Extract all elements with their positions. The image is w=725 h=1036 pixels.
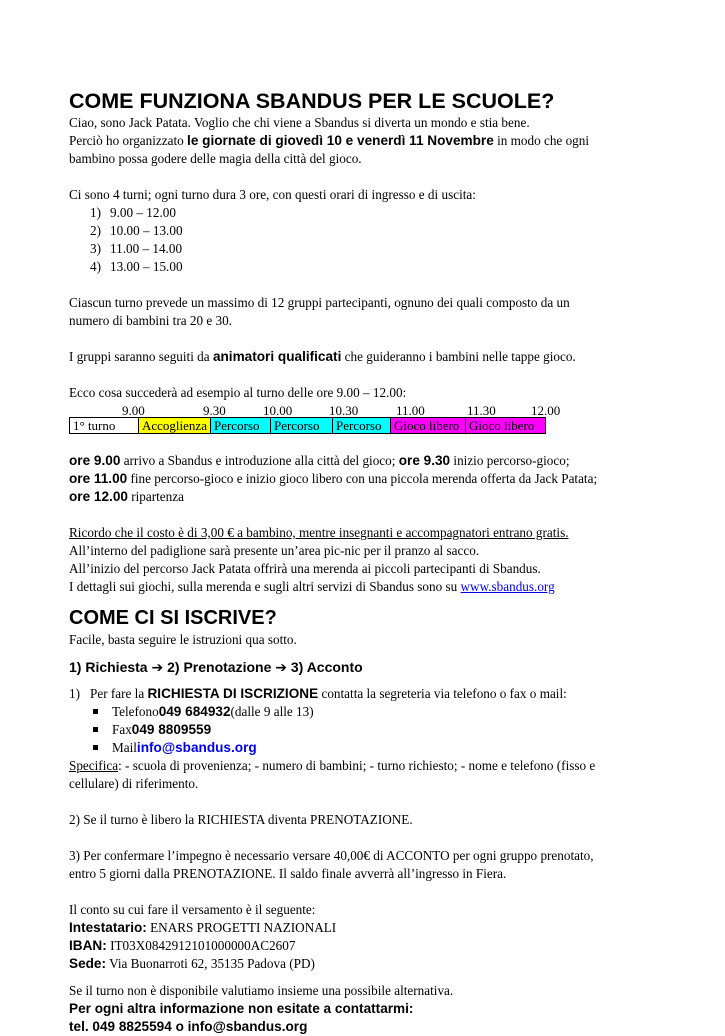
contact-fax xyxy=(93,721,659,739)
schedule-time: 9.00 xyxy=(122,403,145,418)
schedule-cell-turno: 1° turno xyxy=(70,418,139,434)
gruppi-line-2: numero di bambini tra 20 e 30. xyxy=(69,313,232,328)
conto-iban xyxy=(69,937,659,955)
bullet-square-icon xyxy=(93,745,98,750)
phone-note: (dalle 9 alle 13) xyxy=(230,704,314,719)
schedule-time: 12.00 xyxy=(531,403,561,418)
time-label: ore 12.00 xyxy=(69,489,128,504)
contact-label: Fax xyxy=(112,722,132,737)
dettagli-text xyxy=(69,578,659,596)
iban-label: IBAN: xyxy=(69,938,107,953)
email-link[interactable]: info@sbandus.org xyxy=(136,740,257,755)
turno-number: 1) xyxy=(90,205,101,220)
merenda-text: All’inizio del percorso Jack Patata offrirà una merenda ai piccoli partecipanti di Sbandus. xyxy=(69,561,541,576)
schedule-time: 10.30 xyxy=(329,403,359,418)
intestatario-value: ENARS PROGETTI NAZIONALI xyxy=(146,920,337,935)
richiesta-text xyxy=(90,685,567,703)
section-title-iscrizione: COME CI SI ISCRIVE? xyxy=(69,607,277,629)
step-label: 1) Richiesta xyxy=(69,659,148,675)
richiesta-item xyxy=(69,685,659,703)
turno-item xyxy=(90,258,659,276)
schedule-time: 11.00 xyxy=(396,403,425,418)
iscrizione-steps xyxy=(69,658,659,676)
schedule-cell-gioco-libero: Gioco libero xyxy=(465,418,545,434)
intestatario-label: Intestatario: xyxy=(69,920,147,935)
specifica-line-1 xyxy=(69,757,659,775)
turno-time: 13.00 – 15.00 xyxy=(110,259,183,274)
schedule-cell-gioco-libero: Gioco libero xyxy=(390,418,465,434)
richiesta-post: contatta la segreteria via telefono o fax o mail: xyxy=(318,686,567,701)
animatori-pre: I gruppi saranno seguiti da xyxy=(69,349,213,364)
schedule-cell-accoglienza: Accoglienza xyxy=(139,418,211,434)
esempio-text: Ecco cosa succederà ad esempio al turno delle ore 9.00 – 12.00: xyxy=(69,385,407,400)
turni-intro: Ci sono 4 turni; ogni turno dura 3 ore, con questi orari di ingresso e di uscita: xyxy=(69,187,476,202)
sede-value: Via Buonarroti 62, 35135 Padova (PD) xyxy=(106,956,315,971)
time-label: ore 9.00 xyxy=(69,453,121,468)
chiusura-line-2: Per ogni altra informazione non esitate a contattarmi: xyxy=(69,1001,414,1016)
page-title: COME FUNZIONA SBANDUS PER LE SCUOLE? xyxy=(69,89,555,113)
costo-text: Ricordo che il costo è di 3,00 € a bambino, mentre insegnanti e accompagnatori entrano gratis. xyxy=(69,525,569,540)
arrow-right-icon: ➔ xyxy=(151,659,164,675)
conto-intro: Il conto su cui fare il versamento è il seguente: xyxy=(69,902,316,917)
iban-value: IT03X0842912101000000AC2607 xyxy=(106,938,296,953)
phone-number[interactable]: 049 684932 xyxy=(158,704,231,719)
step-label: 2) Prenotazione xyxy=(167,659,272,675)
time-label: ore 9.30 xyxy=(398,453,451,468)
iscrizione-sub: Facile, basta seguire le istruzioni qua sotto. xyxy=(69,632,297,647)
turno-item xyxy=(90,204,659,222)
turno-number: 3) xyxy=(90,241,101,256)
prenotazione-text: 2) Se il turno è libero la RICHIESTA diventa PRENOTAZIONE. xyxy=(69,812,413,827)
conto-intestatario xyxy=(69,919,659,937)
dettaglio-text: arrivo a Sbandus e introduzione alla città del gioco; xyxy=(120,453,399,468)
dettaglio-line-3 xyxy=(69,488,659,506)
specifica-label: Specifica xyxy=(69,758,119,773)
contact-list xyxy=(69,703,659,757)
richiesta-bold: RICHIESTA DI ISCRIZIONE xyxy=(147,686,319,701)
turni-list xyxy=(69,204,659,276)
contact-phone xyxy=(93,703,659,721)
dettaglio-line-1 xyxy=(69,452,659,470)
turno-number: 4) xyxy=(90,259,101,274)
turno-number: 2) xyxy=(90,223,101,238)
richiesta-number: 1) xyxy=(69,686,80,701)
dettaglio-text: ripartenza xyxy=(127,489,184,504)
bullet-square-icon xyxy=(93,727,98,732)
document-page xyxy=(69,88,659,1036)
animatori-post: che guideranno i bambini nelle tappe gioco. xyxy=(341,349,576,364)
turno-item xyxy=(90,222,659,240)
sede-label: Sede: xyxy=(69,956,107,971)
schedule-time: 11.30 xyxy=(467,403,496,418)
schedule-cell-percorso: Percorso xyxy=(210,418,270,434)
conto-sede xyxy=(69,955,659,973)
specifica-text: : - scuola di provenienza; - numero di bambini; - turno richiesto; - nome e telefono (fisso e xyxy=(118,758,596,773)
turno-time: 9.00 – 12.00 xyxy=(110,205,176,220)
intro-line-2 xyxy=(69,132,659,150)
schedule-time-labels xyxy=(69,402,659,417)
richiesta-pre: Per fare la xyxy=(90,686,148,701)
bullet-square-icon xyxy=(93,709,98,714)
animatori-bold: animatori qualificati xyxy=(212,349,342,364)
turno-item xyxy=(90,240,659,258)
intro-line-1: Ciao, sono Jack Patata. Voglio che chi viene a Sbandus si diverta un mondo e stia bene. xyxy=(69,115,530,130)
intro-line-2-pre: Perciò ho organizzato xyxy=(69,133,188,148)
turno-time: 10.00 – 13.00 xyxy=(110,223,183,238)
chiusura-line-1: Se il turno non è disponibile valutiamo insieme una possibile alternativa. xyxy=(69,983,454,998)
time-label: ore 11.00 xyxy=(69,471,128,486)
animatori-text xyxy=(69,348,659,366)
schedule-time: 9.30 xyxy=(203,403,226,418)
sbandus-website-link[interactable]: www.sbandus.org xyxy=(460,579,555,594)
contact-label: Mail xyxy=(112,740,137,755)
dettagli-pre: I dettagli sui giochi, sulla merenda e sugli altri servizi di Sbandus sono su xyxy=(69,579,461,594)
acconto-line-1: 3) Per confermare l’impegno è necessario versare 40,00€ di ACCONTO per ogni gruppo prenotato, xyxy=(69,848,594,863)
specifica-line-2: cellulare) di riferimento. xyxy=(69,776,199,791)
schedule-cell-percorso: Percorso xyxy=(270,418,332,434)
picnic-text: All’interno del padiglione sarà presente un’area pic-nic per il pranzo al sacco. xyxy=(69,543,480,558)
step-label: 3) Acconto xyxy=(290,659,363,675)
intro-dates: le giornate di giovedì 10 e venerdì 11 Novembre xyxy=(187,133,494,148)
dettaglio-line-2 xyxy=(69,470,659,488)
dettaglio-text: fine percorso-gioco e inizio gioco libero con una piccola merenda offerta da Jack Patata; xyxy=(127,471,598,486)
gruppi-line-1: Ciascun turno prevede un massimo di 12 gruppi partecipanti, ognuno dei quali composto da un xyxy=(69,295,570,310)
contact-label: Telefono xyxy=(112,704,159,719)
turno-time: 11.00 – 14.00 xyxy=(110,241,183,256)
acconto-line-2: entro 5 giorni dalla PRENOTAZIONE. Il saldo finale avverrà all’ingresso in Fiera. xyxy=(69,866,507,881)
intro-line-2-post: in modo che ogni xyxy=(493,133,590,148)
contact-mail xyxy=(93,739,659,757)
arrow-right-icon: ➔ xyxy=(275,659,287,675)
schedule-time: 10.00 xyxy=(263,403,293,418)
intro-line-3: bambino possa godere delle magia della città del gioco. xyxy=(69,151,362,166)
dettaglio-text: inizio percorso-gioco; xyxy=(450,453,570,468)
fax-number: 049 8809559 xyxy=(131,722,212,737)
chiusura-line-3: tel. 049 8825594 o info@sbandus.org xyxy=(69,1019,308,1034)
schedule-cell-percorso: Percorso xyxy=(332,418,390,434)
